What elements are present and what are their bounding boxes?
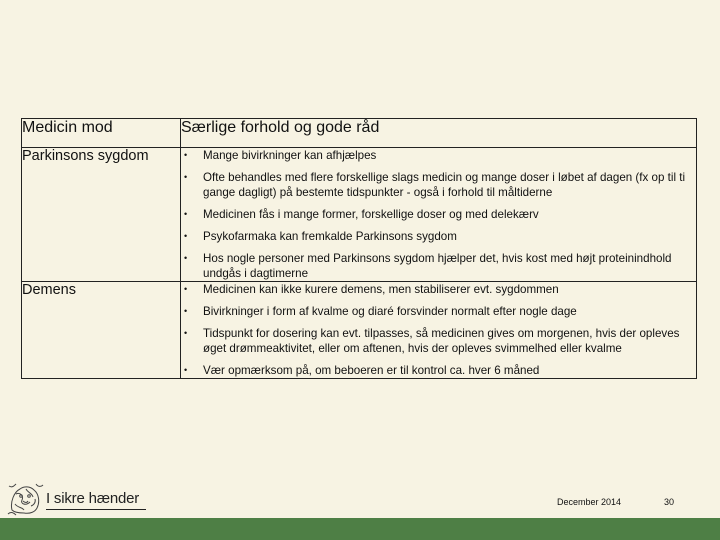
- list-item: [181, 251, 696, 281]
- bullet-list-demens: [181, 282, 696, 378]
- bullet-icon: •: [184, 284, 188, 294]
- list-item-text: Tidspunkt for dosering kan evt. tilpasses, så medicinen gives om morgenen, hvis der opleves øget drømmeaktivitet, eller om aftenen, hvis der opleves svimmelhed eller kvalme: [203, 327, 680, 355]
- list-item: [181, 326, 696, 356]
- table-header-row: [22, 119, 697, 148]
- list-item: [181, 170, 696, 200]
- bullet-icon: •: [184, 306, 188, 316]
- bullet-icon: •: [184, 150, 188, 160]
- bullet-icon: •: [184, 253, 188, 263]
- list-item: [181, 282, 696, 297]
- list-item-text: Ofte behandles med flere forskellige slags medicin og mange doser i løbet af dagen (fx op til ti gange dagligt) på bestemte tidspunkter - også i forhold til måltiderne: [203, 171, 686, 199]
- row-advice-parkinsons: [181, 148, 697, 282]
- list-item: [181, 304, 696, 319]
- list-item: [181, 207, 696, 222]
- list-item-text: Hos nogle personer med Parkinsons sygdom hjælper det, hvis kost med højt proteinindhold undgås i dagtimerne: [203, 252, 672, 280]
- logo-underline: [46, 509, 146, 510]
- page-number: 30: [664, 497, 675, 507]
- logo-text: I sikre hænder: [46, 490, 140, 507]
- header-saerlige-forhold: Særlige forhold og gode råd: [181, 119, 697, 148]
- bullet-icon: •: [184, 209, 188, 219]
- list-item-text: Medicinen fås i mange former, forskellige doser og med delekærv: [203, 208, 539, 221]
- bullet-list-parkinsons: [181, 148, 696, 281]
- medicine-table: [21, 118, 697, 379]
- bullet-icon: •: [184, 231, 188, 241]
- bullet-icon: •: [184, 328, 188, 338]
- row-name-demens: Demens: [22, 282, 181, 379]
- list-item-text: Psykofarmaka kan fremkalde Parkinsons sygdom: [203, 230, 457, 243]
- footer-bar: [0, 518, 720, 540]
- list-item-text: Vær opmærksom på, om beboeren er til kontrol ca. hver 6 måned: [203, 364, 540, 377]
- table-row-demens: [22, 282, 697, 379]
- list-item: [181, 363, 696, 378]
- list-item-text: Medicinen kan ikke kurere demens, men stabiliserer evt. sygdommen: [203, 283, 559, 296]
- bullet-icon: •: [184, 365, 188, 375]
- list-item: [181, 148, 696, 163]
- list-item: [181, 229, 696, 244]
- list-item-text: Bivirkninger i form af kvalme og diaré forsvinder normalt efter nogle dage: [203, 305, 577, 318]
- row-advice-demens: [181, 282, 697, 379]
- footer-date: December 2014: [557, 497, 622, 507]
- bullet-icon: •: [184, 172, 188, 182]
- row-name-parkinsons: Parkinsons sygdom: [22, 148, 181, 282]
- header-medicin-mod: Medicin mod: [22, 119, 181, 148]
- list-item-text: Mange bivirkninger kan afhjælpes: [203, 149, 377, 162]
- table-row-parkinsons: [22, 148, 697, 282]
